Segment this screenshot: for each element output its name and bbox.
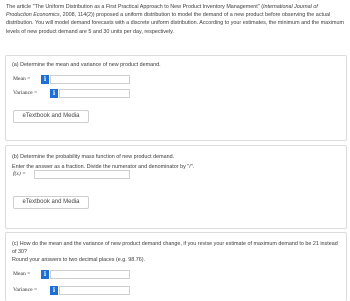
- fx-label: f(x) =: [13, 171, 26, 177]
- variance-label: Variance =: [13, 287, 38, 293]
- etextbook-media-button[interactable]: eTextbook and Media: [13, 196, 89, 209]
- part-b-instruction: Enter the answer as a fraction. Divide the numerator and denominator by "/".: [12, 164, 195, 170]
- info-icon[interactable]: i: [50, 89, 58, 98]
- problem-statement: [6, 3, 344, 36]
- info-icon[interactable]: i: [41, 270, 49, 279]
- part-a-question: (a) Determine the mean and variance of new product demand.: [12, 62, 161, 68]
- mean-input[interactable]: [50, 270, 130, 279]
- intro-rest: , 2008, 114(2)) proposed a uniform distribution to model the demand of a new product before observing the actual distribution. You will model demand forecasts with a discrete uniform distribution. According to your estimates, the minimum and the maximum levels of new product demand are 5 and 30 units per day, respectively.: [6, 12, 344, 35]
- intro-lead: The article "The Uniform Distribution as a First Practical Approach to New Product Inventory Management" (: [6, 4, 263, 10]
- part-c-question: (c) How do the mean and the variance of new product demand change, if you revise your estimate of maximum demand to be 21 instead of 30?: [12, 241, 338, 255]
- info-icon[interactable]: i: [41, 75, 49, 84]
- variance-input[interactable]: [59, 89, 130, 98]
- mean-label: Mean =: [13, 76, 31, 82]
- part-a-card: [5, 55, 347, 141]
- part-c-card: [5, 232, 347, 301]
- part-b-card: [5, 145, 347, 229]
- info-icon[interactable]: i: [50, 286, 58, 295]
- journal-title: International Journal of Production Economics: [6, 4, 318, 19]
- mean-label: Mean =: [13, 271, 31, 277]
- part-c-instruction: Round your answers to two decimal places (e.g. 98.76).: [12, 257, 146, 263]
- etextbook-media-button[interactable]: eTextbook and Media: [13, 110, 89, 123]
- mean-input[interactable]: [50, 75, 130, 84]
- fx-input[interactable]: [34, 170, 130, 179]
- part-b-question: (b) Determine the probability mass function of new product demand.: [12, 154, 175, 160]
- variance-input[interactable]: [59, 286, 130, 295]
- variance-label: Variance =: [13, 90, 38, 96]
